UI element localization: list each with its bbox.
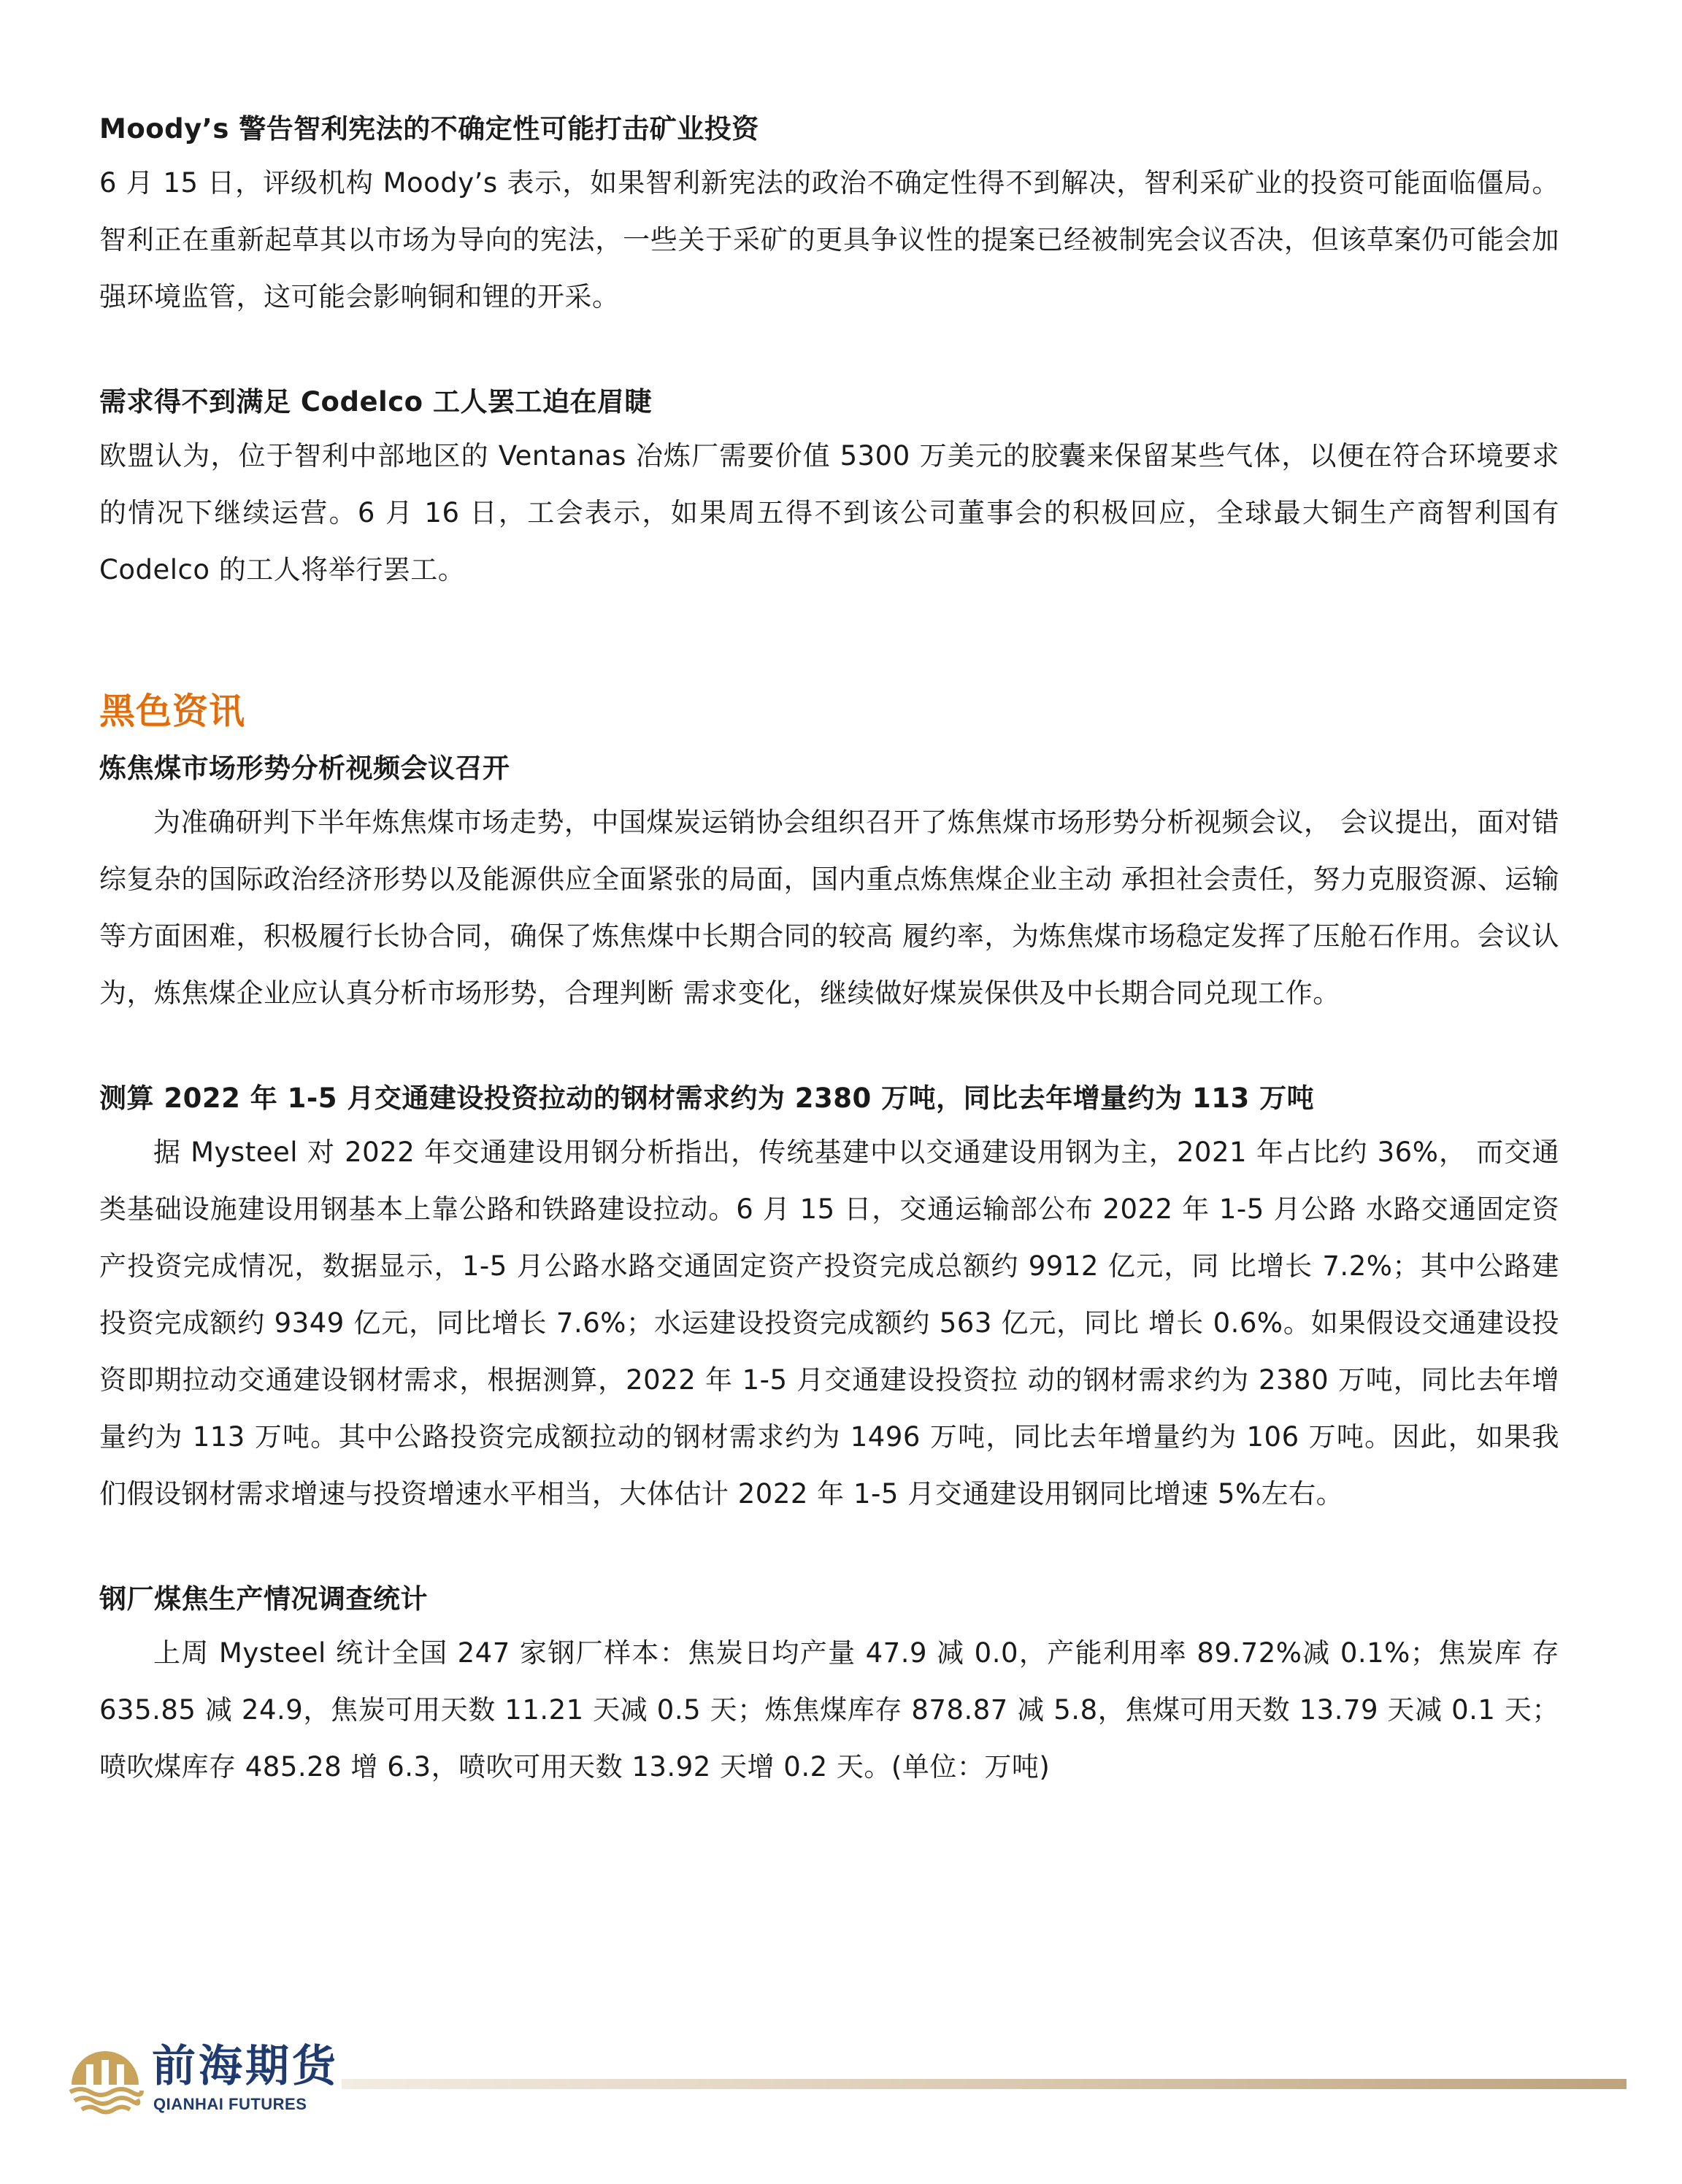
logo-chinese-name: 前海期货 (152, 2041, 339, 2092)
article-moodys (99, 109, 1559, 326)
page-footer (64, 2037, 1627, 2124)
section-title: 黑色资讯 (99, 691, 246, 732)
article-body: 为准确研判下半年炼焦煤市场走势，中国煤炭运销协会组织召开了炼焦煤市场形势分析视频会议， 会议提出，面对错综复杂的国际政治经济形势以及能源供应全面紧张的局面，国内重点炼焦煤企业主动 承担社会责任，努力克服资源、运输等方面困难，积极履行长协合同，确保了炼焦煤中长期合同的较高 履约率，为炼焦煤市场稳定发挥了压舱石作用。会议认为，炼焦煤企业应认真分析市场形势，合理判断 需求变化，继续做好煤炭保供及中长期合同兑现工作。 (99, 807, 1559, 1009)
article-body: 上周 Mysteel 统计全国 247 家钢厂样本：焦炭日均产量 47.9 减 0.0，产能利用率 89.72%减 0.1%；焦炭库 存 635.85 减 24.9，焦炭可用天数 11.21 天减 0.5 天；炼焦煤库存 878.87 减 5.8，焦煤可用天数 13.79 天减 0.1 天；喷吹煤库存 485.28 增 6.3，喷吹可用天数 13.92 天增 0.2 天。(单位：万吨) (99, 1637, 1559, 1783)
article-title: 炼焦煤市场形势分析视频会议召开 (99, 753, 510, 784)
article-title: 测算 2022 年 1-5 月交通建设投资拉动的钢材需求约为 2380 万吨，同比去年增量约为 113 万吨 (99, 1083, 1315, 1114)
article-title: Moody’s 警告智利宪法的不确定性可能打击矿业投资 (99, 113, 759, 145)
footer-divider-bar (342, 2079, 1627, 2089)
qianhai-logo-icon (64, 2042, 146, 2115)
article-body: 欧盟认为，位于智利中部地区的 Ventanas 冶炼厂需要价值 5300 万美元的胶囊来保留某些气体，以便在符合环境要求的情况下继续运营。6 月 16 日，工会表示，如果周五得不到该公司董事会的积极回应，全球最大铜生产商智利国有 Codelco 的工人将举行罢工。 (99, 440, 1559, 585)
article-title: 需求得不到满足 Codelco 工人罢工迫在眉睫 (99, 386, 652, 418)
logo-english-name: QIANHAI FUTURES (153, 2095, 307, 2113)
article-transport-steel-demand (99, 1079, 1559, 1523)
article-body: 据 Mysteel 对 2022 年交通建设用钢分析指出，传统基建中以交通建设用钢为主，2021 年占比约 36%， 而交通类基础设施建设用钢基本上靠公路和铁路建设拉动。6 月 15 日，交通运输部公布 2022 年 1-5 月公路 水路交通固定资产投资完成情况，数据显示，1-5 月公路水路交通固定资产投资完成总额约 9912 亿元，同 比增长 7.2%；其中公路建投资完成额约 9349 亿元，同比增长 7.6%；水运建设投资完成额约 563 亿元，同比 增长 0.6%。如果假设交通建设投资即期拉动交通建设钢材需求，根据测算，2022 年 1-5 月交通建设投资拉 动的钢材需求约为 2380 万吨，同比去年增量约为 113 万吨。其中公路投资完成额拉动的钢材需求约为 1496 万吨，同比去年增量约为 106 万吨。因此，如果我们假设钢材需求增速与投资增速水平相当，大体估计 2022 年 1-5 月交通建设用钢同比增速 5%左右。 (99, 1137, 1559, 1510)
page-content (99, 109, 1559, 1796)
article-codelco (99, 382, 1559, 599)
article-body: 6 月 15 日，评级机构 Moody’s 表示，如果智利新宪法的政治不确定性得不到解决，智利采矿业的投资可能面临僵局。智利正在重新起草其以市场为导向的宪法，一些关于采矿的更具争议性的提案已经被制宪会议否决，但该草案仍可能会加强环境监管，这可能会影响铜和锂的开采。 (99, 167, 1559, 312)
article-coking-coal-meeting (99, 749, 1559, 1022)
article-coke-production-survey (99, 1580, 1559, 1796)
article-title: 钢厂煤焦生产情况调查统计 (99, 1583, 428, 1615)
